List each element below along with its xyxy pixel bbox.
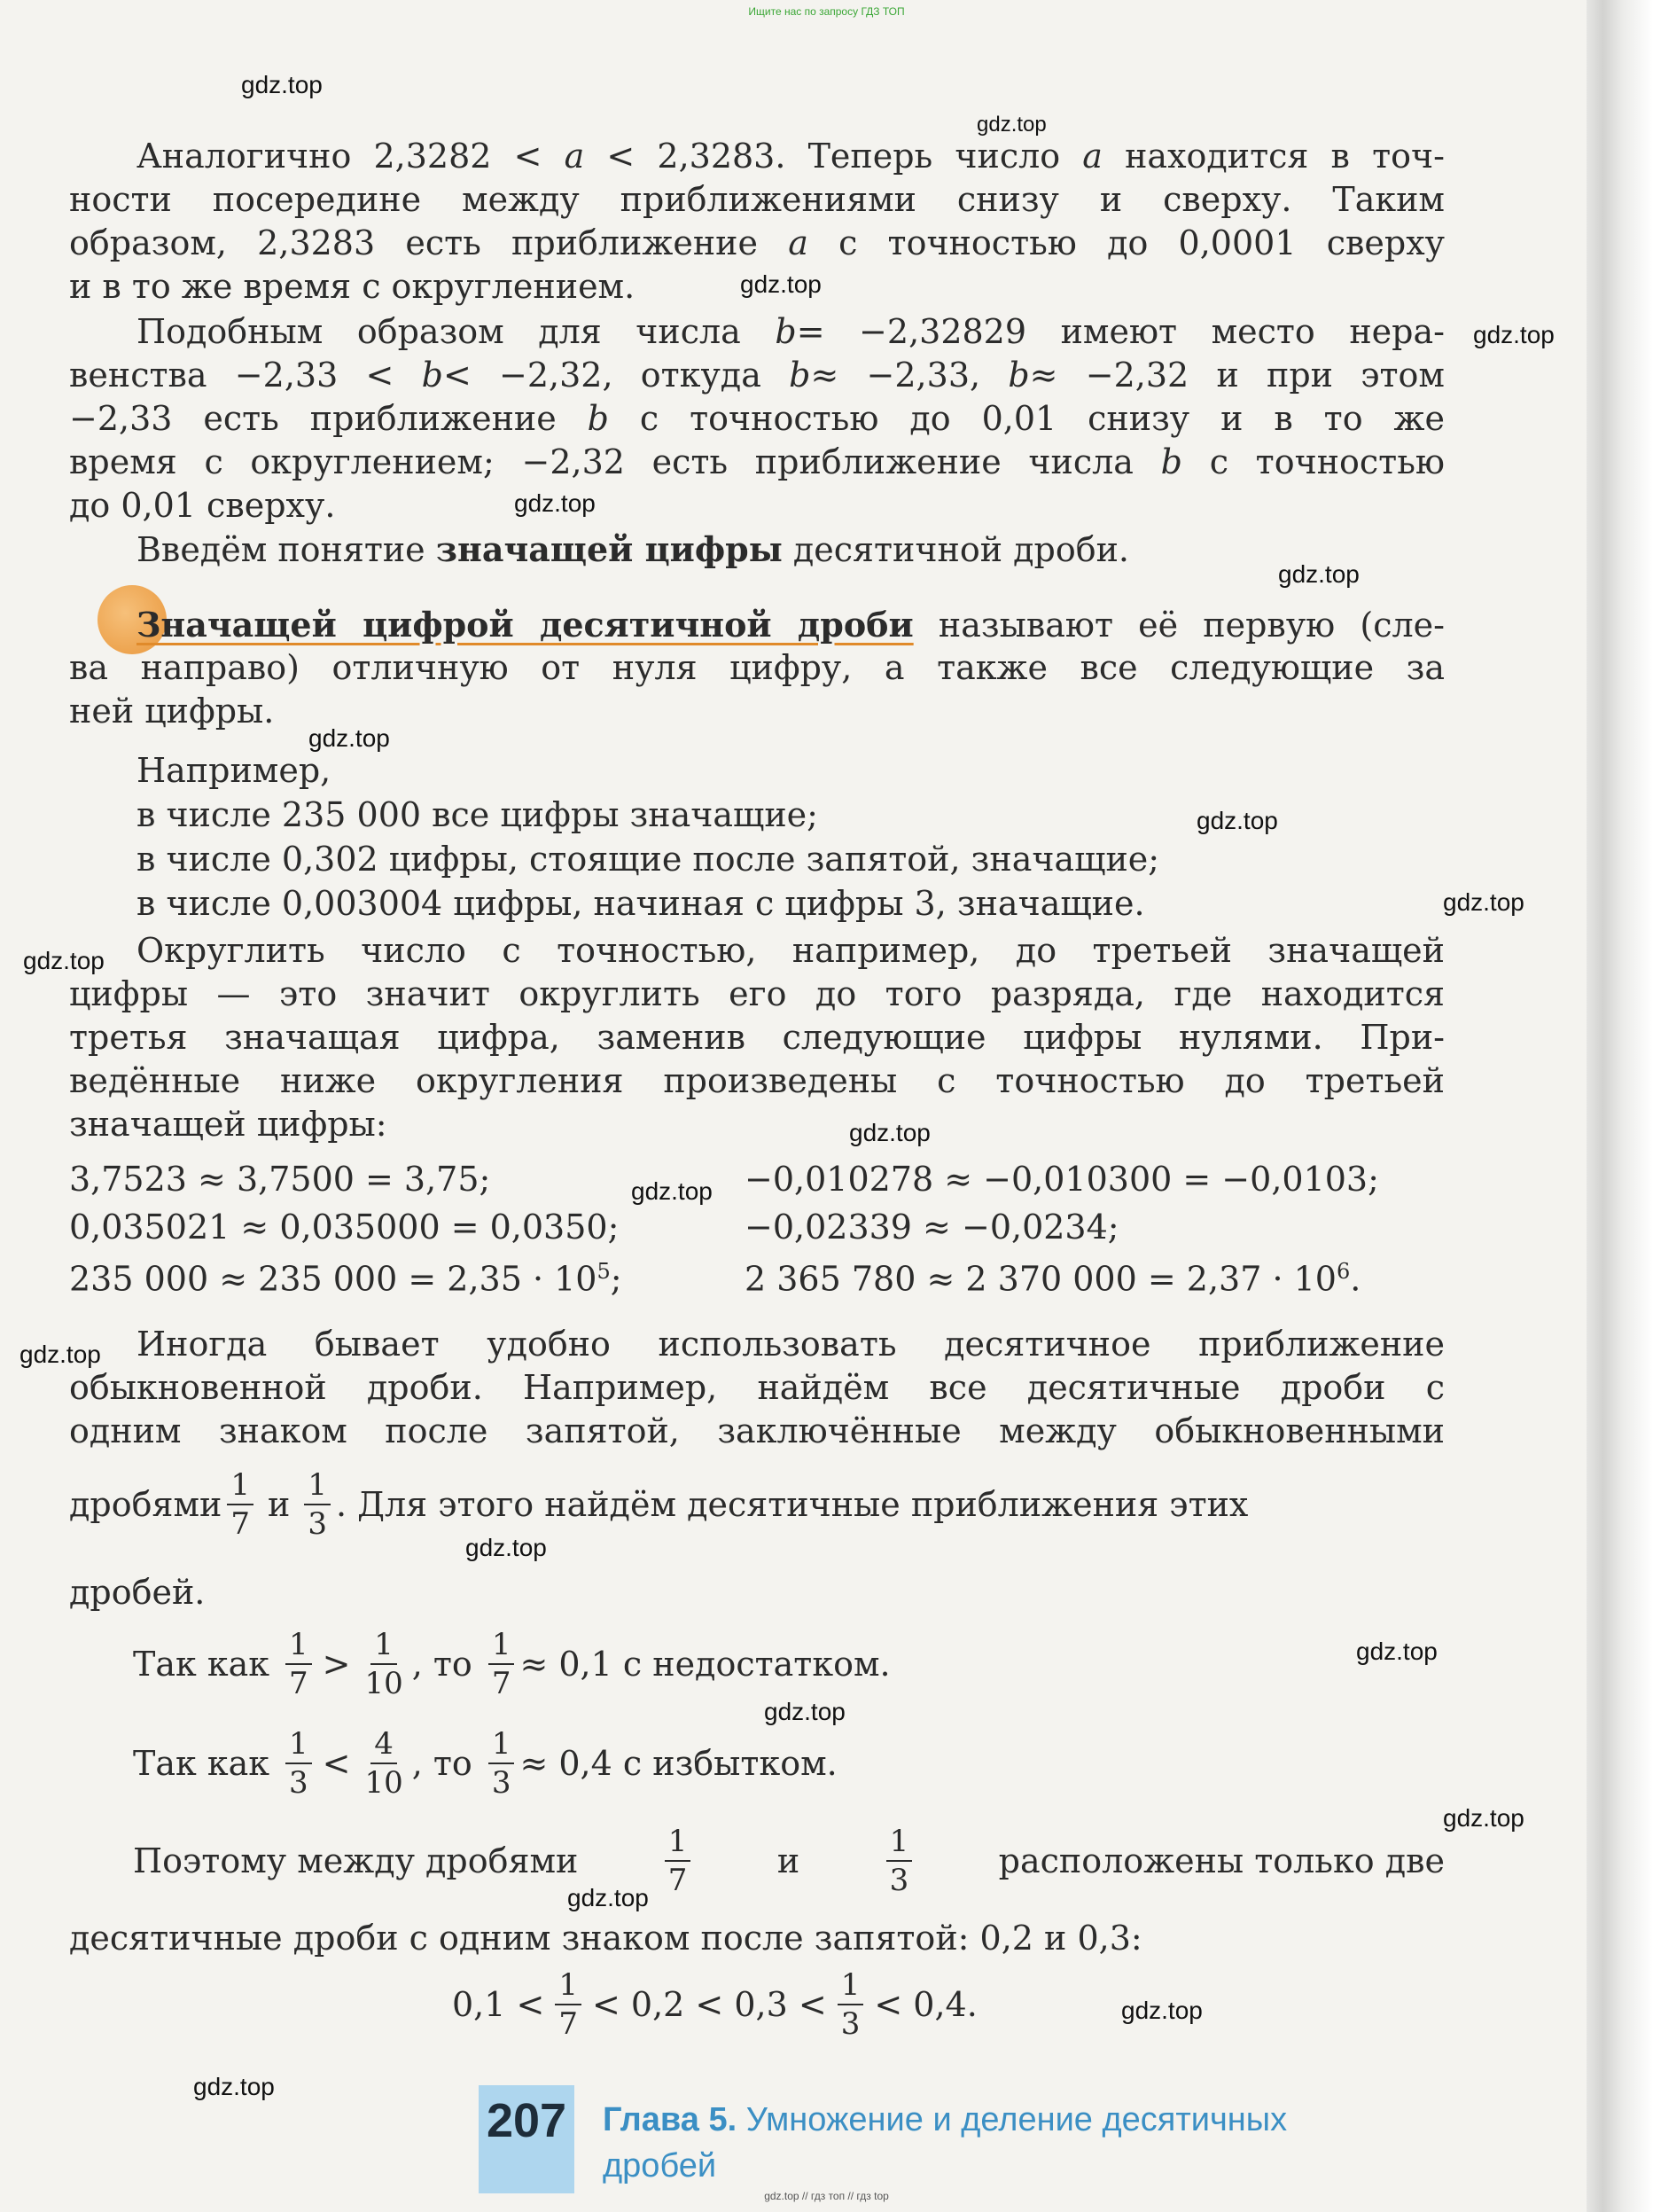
p2-line: венства −2,33 < b< −2,32, откуда b≈ −2,33, b≈ −2,32 и при этом — [69, 356, 1445, 395]
watermark: gdz.top — [308, 724, 390, 752]
example-item: в числе 0,003004 цифры, начиная с цифры 3, значащие. — [136, 884, 1145, 923]
example-item: в числе 235 000 все цифры значащие; — [136, 795, 818, 834]
fraction: $\frac{1}{3}$ — [488, 1729, 515, 1798]
fraction: $\frac{1}{7}$ — [285, 1630, 312, 1699]
watermark: gdz.top — [1356, 1638, 1438, 1665]
p5-line: Иногда бывает удобно использовать десятичное приближение — [136, 1325, 1445, 1364]
watermark: gdz.top — [764, 1698, 846, 1725]
comparison-line: Так как $\frac{1}{3}$ < $\frac{4}{10}$ , то $\frac{1}{3}$ ≈ 0,4 с избытком. — [133, 1726, 838, 1801]
fraction: $\frac{1}{7}$ — [665, 1826, 691, 1895]
fraction: $\frac{1}{3}$ — [886, 1826, 913, 1895]
p6-line: десятичные дроби с одним знаком после запятой: 0,2 и 0,3: — [69, 1919, 1142, 1958]
chapter-title-cont: дробей — [603, 2147, 717, 2185]
p5-line: дробей. — [69, 1573, 206, 1612]
watermark: gdz.top — [241, 71, 323, 98]
fraction: $\frac{1}{10}$ — [364, 1627, 403, 1701]
watermark: gdz.top — [193, 2073, 275, 2100]
page-number: 207 — [486, 2094, 567, 2147]
rounding-example: −0,010278 ≈ −0,010300 = −0,0103; — [745, 1160, 1379, 1199]
examples-intro: Например, — [136, 751, 331, 790]
watermark: gdz.top — [1473, 321, 1555, 348]
p4-line: Округлить число с точностью, например, до третьей значащей — [136, 931, 1445, 970]
fraction: $\frac{1}{3}$ — [304, 1470, 331, 1539]
rounding-example: −0,02339 ≈ −0,0234; — [745, 1208, 1119, 1247]
watermark: gdz.top — [740, 270, 822, 298]
p4-line: ведённые ниже округления произведены с точностью до третьей — [69, 1061, 1445, 1100]
fraction: $\frac{1}{7}$ — [227, 1470, 253, 1539]
watermark: gdz.top — [1278, 560, 1360, 588]
page-edge — [1587, 0, 1653, 2212]
fraction: $\frac{1}{3}$ — [285, 1729, 312, 1798]
rounding-example: 235 000 ≈ 235 $000 = 2,35 \cdot 10^5$; — [69, 1259, 622, 1299]
fraction: $\frac{1}{7}$ — [488, 1630, 515, 1699]
p2-line: −2,33 есть приближение b с точностью до 0,01 снизу и в то же — [69, 399, 1445, 438]
comparison-line: Так как $\frac{1}{7}$ > $\frac{1}{10}$ , то $\frac{1}{7}$ ≈ 0,1 с недостатком. — [133, 1627, 891, 1701]
watermark: gdz.top — [1121, 1997, 1203, 2024]
watermark: gdz.top — [567, 1884, 649, 1911]
p3-line: Введём понятие значащей цифры десятичной дроби. — [136, 529, 1129, 569]
rounding-example: 3,7523 ≈ 3,7500 = 3,75; — [69, 1160, 491, 1199]
top-note: Ищите нас по запросу ГДЗ ТОП — [748, 5, 905, 18]
final-inequality: 0,1 < $\frac{1}{7}$ < 0,2 < 0,3 < $\frac{1}{3}$ < 0,4. — [452, 1967, 978, 2042]
p4-line: значащей цифры: — [69, 1105, 387, 1144]
p2-line: до 0,01 сверху. — [69, 486, 336, 525]
p5-line: одним знаком после запятой, заключённые между обыкновенными — [69, 1411, 1445, 1450]
watermark: gdz.top — [514, 489, 596, 517]
p1-line: образом, 2,3283 есть приближение a с точностью до 0,0001 сверху — [69, 223, 1445, 262]
p1-line: ности посередине между приближениями снизу и сверху. Таким — [69, 180, 1445, 219]
watermark: gdz.top — [1443, 888, 1524, 916]
watermark: gdz.top — [23, 947, 105, 974]
p4-line: третья значащая цифра, заменив следующие цифры нулями. При- — [69, 1018, 1445, 1057]
p5-line: обыкновенной дроби. Например, найдём все десятичные дроби с — [69, 1368, 1445, 1407]
definition-line: ней цифры. — [69, 692, 275, 731]
watermark: gdz.top — [465, 1534, 547, 1561]
chapter-title: Глава 5. Умножение и деление десятичных — [603, 2101, 1288, 2138]
p5-line: дробями $\frac{1}{7}$ и $\frac{1}{3}$ . Для этого найдём десятичные приближения этих — [69, 1467, 1249, 1542]
rounding-example: 0,035021 ≈ 0,035000 = 0,0350; — [69, 1208, 620, 1247]
fraction: $\frac{1}{7}$ — [555, 1970, 581, 2039]
p4-line: цифры — это значит округлить его до того разряда, где находится — [69, 974, 1445, 1013]
p6-line: Поэтому между дробями $\frac{1}{7}$ и $\frac{1}{3}$ расположены только две — [133, 1824, 1445, 1898]
definition-line: Значащей цифрой десятичной дроби называют её первую (сле- — [136, 605, 1445, 645]
fraction: $\frac{1}{3}$ — [838, 1970, 864, 2039]
bottom-note: gdz.top // гдз топ // гдз top — [764, 2190, 889, 2202]
p1-line: Аналогично 2,3282 < a < 2,3283. Теперь число a находится в точ- — [136, 137, 1445, 176]
watermark: gdz.top — [1197, 807, 1278, 834]
watermark: gdz.top — [977, 113, 1047, 137]
p1-line: и в то же время с округлением. — [69, 267, 635, 306]
p2-line: время с округлением; −2,32 есть приближение числа b с точностью — [69, 442, 1445, 481]
fraction: $\frac{4}{10}$ — [364, 1726, 403, 1801]
definition-line: ва направо) отличную от нуля цифру, а также все следующие за — [69, 648, 1445, 687]
example-item: в числе 0,302 цифры, стоящие после запятой, значащие; — [136, 840, 1160, 879]
watermark: gdz.top — [1443, 1804, 1524, 1832]
watermark: gdz.top — [849, 1119, 931, 1146]
watermark: gdz.top — [19, 1340, 101, 1368]
watermark: gdz.top — [631, 1177, 713, 1205]
p2-line: Подобным образом для числа b= −2,32829 имеют место нера- — [136, 312, 1445, 351]
rounding-example: 2 365 780 ≈ 2 370 $000 = 2,37 \cdot 10^6$. — [745, 1259, 1361, 1299]
